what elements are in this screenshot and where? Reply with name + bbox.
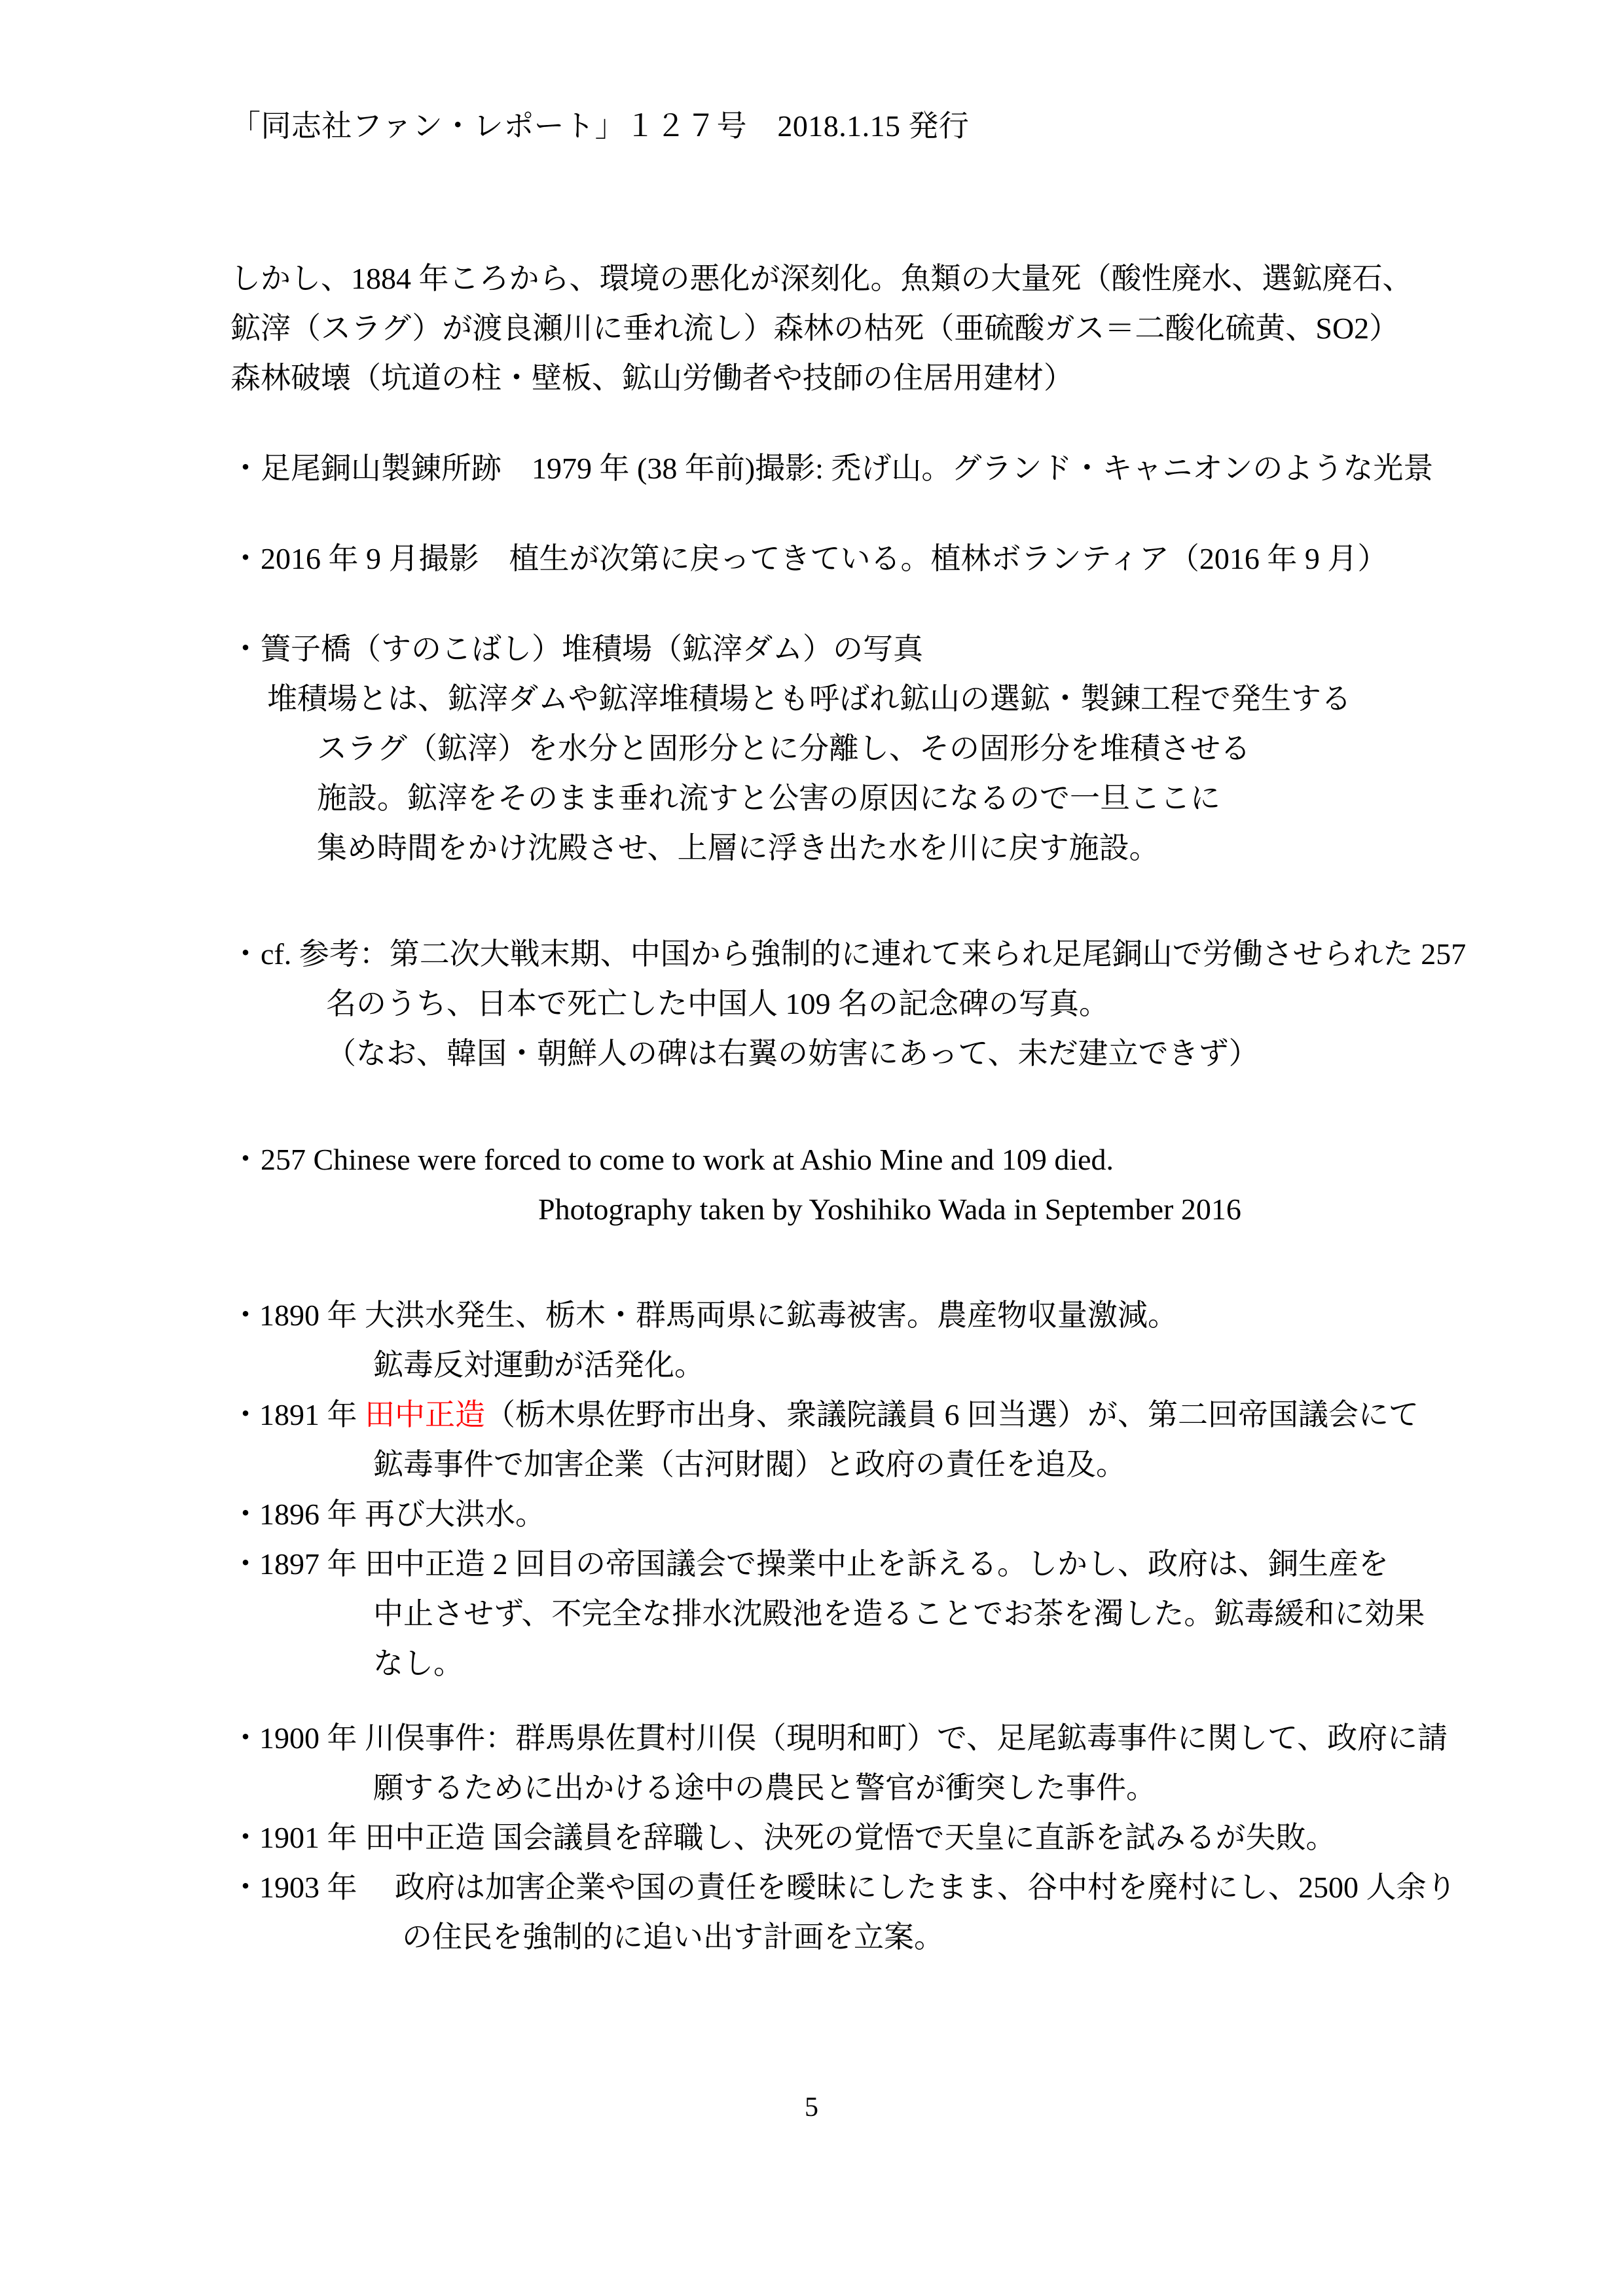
spacer (230, 1079, 1409, 1135)
chronology-entry-1900-line (230, 1713, 1448, 1763)
page-number: 5 (805, 2092, 818, 2123)
chronology-continuation: 鉱毒事件で加害企業（古河財閥）と政府の責任を追及。 (373, 1448, 1126, 1481)
document-header: 「同志社ファン・レポート」１２７号 2018.1.15 発行 (230, 109, 970, 143)
chronology-spacer (357, 1398, 365, 1431)
spacer (230, 873, 1409, 929)
bullet-icon: ・ (230, 1547, 261, 1581)
cf-note-line-3: （なお、韓国・朝鮮人の碑は右翼の妨害にあって、未だ建立できず） (326, 1037, 1259, 1070)
chronology-continuation: 願するために出かける途中の農民と警官が衝突した事件。 (373, 1771, 1156, 1804)
intro-line-1: しかし、1884 年ころから、環境の悪化が深刻化。魚類の大量死（酸性廃水、選鉱廃石、 (230, 262, 1413, 295)
chronology-entry-1903 (230, 1863, 1457, 1962)
intro-line-3: 森林破壊（坑道の柱・壁板、鉱山労働者や技師の住居用建材） (230, 361, 1074, 395)
bullet-icon: ・ (230, 1143, 261, 1176)
chronology-year: 1891 年 (259, 1398, 357, 1431)
spacer (230, 141, 1409, 198)
chronology-text: 政府は加害企業や国の責任を曖昧にしたまま、谷中村を廃村にし、2500 人余り (365, 1871, 1457, 1904)
bullet-icon: ・ (230, 1498, 261, 1531)
chronology-entry-1901 (230, 1813, 1409, 1863)
chronology-year: 1896 年 (259, 1498, 357, 1531)
sunokobashi-detail-1: 堆積場とは、鉱滓ダムや鉱滓堆積場とも呼ばれ鉱山の選鉱・製錬工程で発生する (267, 682, 1351, 715)
chronology-entry-1897-line (230, 1539, 1409, 1589)
bullet-icon: ・ (230, 1721, 261, 1755)
cf-note-line-1 (230, 929, 1467, 979)
chronology-entry-1900 (230, 1713, 1448, 1813)
chronology-text: 再び大洪水。 (365, 1498, 545, 1531)
spacer (230, 1234, 1409, 1291)
document-body (230, 0, 1467, 1962)
photo-bullet-2 (230, 534, 1409, 584)
chronology-text: （栃木県佐野市出身、衆議院議員 6 回当選）が、第二回帝国議会にて (485, 1398, 1419, 1431)
chronology-entry-1903-line (230, 1863, 1457, 1912)
english-credit: Photography taken by Yoshihiko Wada in September 2016 (538, 1193, 1241, 1226)
chronology-continuation: 鉱毒反対運動が活発化。 (373, 1348, 704, 1382)
sunokobashi-section (230, 624, 1409, 873)
chronology-entry-1896-line (230, 1490, 1409, 1539)
chronology-year: 1900 年 (259, 1721, 357, 1755)
chronology-continuation: の住民を強制的に追い出す計画を立案。 (402, 1920, 944, 1954)
chronology-highlight-name: 田中正造 (365, 1398, 485, 1431)
chronology-entry-1897 (230, 1539, 1425, 1689)
chronology-year: 1897 年 (259, 1547, 357, 1581)
bullet-icon: ・ (230, 1871, 261, 1904)
sunokobashi-detail-4: 集め時間をかけ沈殿させ、上層に浮き出た水を川に戻す施設。 (317, 831, 1159, 865)
chronology-spacer (357, 1498, 365, 1531)
photo-bullet-2-text: 2016 年 9 月撮影 植生が次第に戻ってきている。植林ボランティア（2016 年 9 月） (261, 542, 1388, 575)
spacer (230, 493, 1409, 534)
bullet-icon: ・ (230, 1398, 261, 1431)
sunokobashi-detail-2: スラグ（鉱滓）を水分と固形分とに分離し、その固形分を堆積させる (317, 732, 1250, 765)
chronology-list (230, 1291, 1457, 1962)
bullet-icon: ・ (230, 632, 261, 666)
chronology-entry-1891-line (230, 1390, 1419, 1440)
bullet-icon: ・ (230, 937, 261, 971)
chronology-spacer (357, 1821, 365, 1854)
chronology-year: 1890 年 (259, 1299, 357, 1332)
photo-bullet-2-line (230, 534, 1409, 584)
spacer (230, 198, 1409, 254)
sunokobashi-heading-line (230, 624, 1409, 674)
cf-note-line-2: 名のうち、日本で死亡した中国人 109 名の記念碑の写真。 (326, 987, 1109, 1020)
chronology-spacer (357, 1547, 365, 1581)
photo-bullet-1-text: 足尾銅山製錬所跡 1979 年 (38 年前)撮影: 禿げ山。グランド・キャニオンのような光景 (261, 452, 1434, 485)
chronology-spacer (357, 1299, 365, 1332)
english-line-1 (230, 1135, 1409, 1185)
chronology-entry-1896 (230, 1490, 1409, 1539)
cf-note-text-1: cf. 参考：第二次大戦末期、中国から強制的に連れて来られ足尾銅山で労働させられた 257 (261, 937, 1467, 971)
chronology-continuation: 中止させず、不完全な排水沈殿池を造ることでお茶を濁した。鉱毒緩和に効果 (373, 1597, 1425, 1630)
sunokobashi-heading: 簀子橋（すのこばし）堆積場（鉱滓ダム）の写真 (261, 632, 923, 666)
chronology-year: 1901 年 (259, 1821, 357, 1854)
intro-paragraph (230, 254, 1413, 403)
chronology-year: 1903 年 (259, 1871, 357, 1904)
chronology-text: 川俣事件：群馬県佐貫村川俣（現明和町）で、足尾鉱毒事件に関して、政府に請 (365, 1721, 1448, 1755)
cf-note-section (230, 929, 1467, 1079)
photo-bullet-1-line (230, 444, 1434, 493)
bullet-icon: ・ (230, 1821, 261, 1854)
english-section (230, 1135, 1409, 1234)
english-text-1: 257 Chinese were forced to come to work at Ashio Mine and 109 died. (261, 1143, 1114, 1176)
chronology-text: 大洪水発生、栃木・群馬両県に鉱毒被害。農産物収量激減。 (365, 1299, 1178, 1332)
spacer (230, 584, 1409, 624)
bullet-icon: ・ (230, 452, 261, 485)
chronology-spacer (357, 1721, 365, 1755)
bullet-icon: ・ (230, 1299, 261, 1332)
bullet-icon: ・ (230, 542, 261, 575)
chronology-entry-1901-line (230, 1813, 1409, 1863)
chronology-continuation: なし。 (373, 1647, 464, 1680)
spacer (230, 403, 1409, 444)
spacer (230, 1689, 1409, 1713)
chronology-entry-1890-line (230, 1291, 1409, 1340)
photo-bullet-1 (230, 444, 1434, 493)
chronology-text: 田中正造 国会議員を辞職し、決死の覚悟で天皇に直訴を試みるが失敗。 (365, 1821, 1336, 1854)
chronology-entry-1890 (230, 1291, 1409, 1390)
intro-line-2: 鉱滓（スラグ）が渡良瀬川に垂れ流し）森林の枯死（亜硫酸ガス＝二酸化硫黄、SO2） (230, 312, 1400, 345)
chronology-entry-1891 (230, 1390, 1419, 1490)
chronology-spacer (357, 1871, 365, 1904)
sunokobashi-detail-3: 施設。鉱滓をそのまま垂れ流すと公害の原因になるので一旦ここに (317, 781, 1220, 815)
chronology-text: 田中正造 2 回目の帝国議会で操業中止を訴える。しかし、政府は、銅生産を (365, 1547, 1389, 1581)
